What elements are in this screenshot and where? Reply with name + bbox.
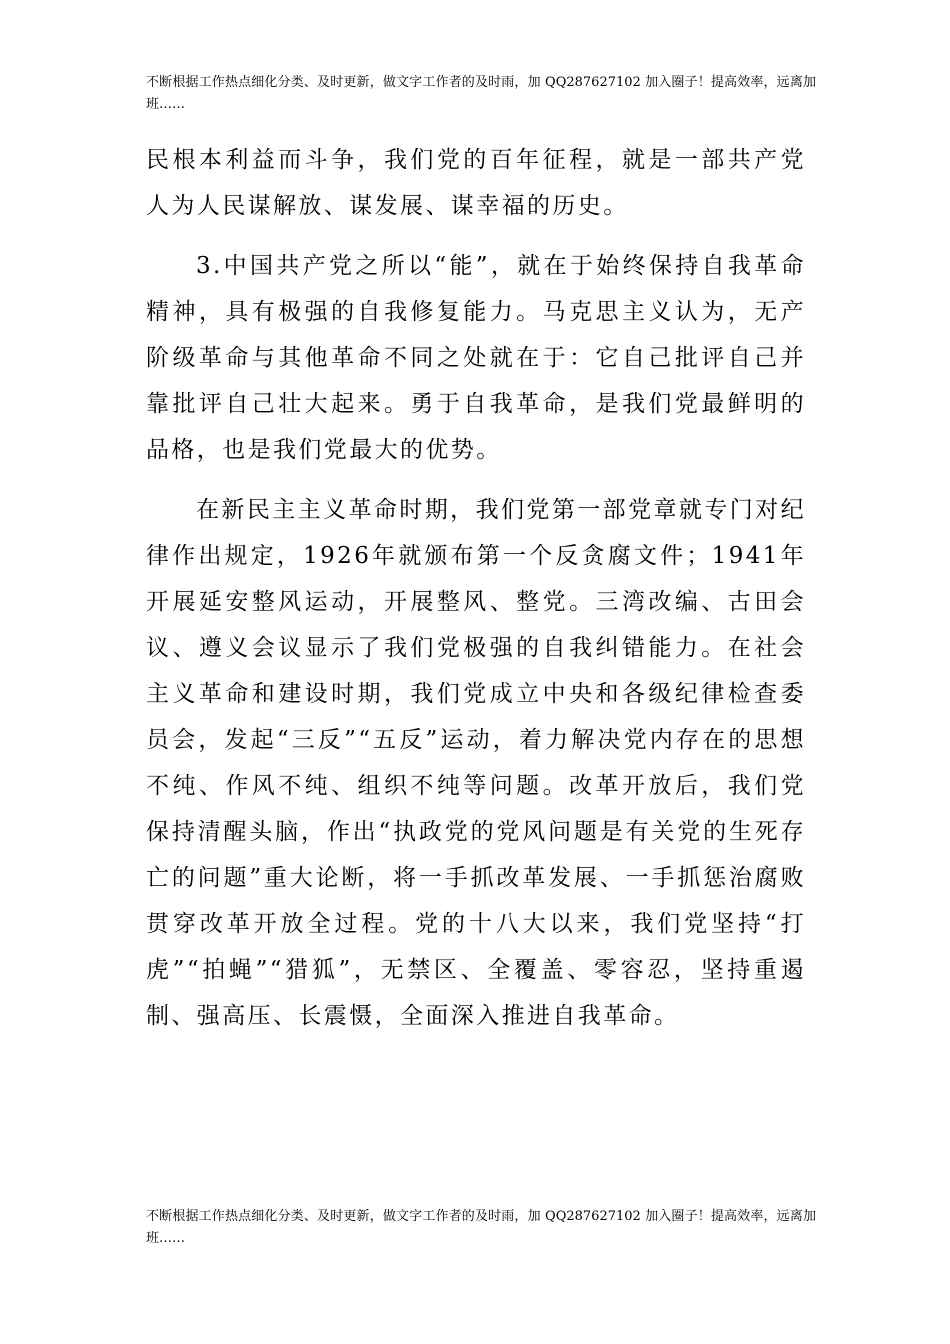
document-body bbox=[146, 137, 806, 1039]
footer-promo-note: 不断根据工作热点细化分类、及时更新，做文字工作者的及时雨，加 QQ287627102 加入圈子！提高效率，远离加班…… bbox=[146, 1209, 816, 1246]
paragraph-continuation: 民根本利益而斗争，我们党的百年征程，就是一部共产党人为人民谋解放、谋发展、谋幸福的历史。 bbox=[146, 147, 806, 219]
header-promo-note: 不断根据工作热点细化分类、及时更新，做文字工作者的及时雨，加 QQ287627102 加入圈子！提高效率，远离加班…… bbox=[146, 75, 816, 112]
paragraph-history: 在新民主主义革命时期，我们党第一部党章就专门对纪律作出规定，1926年就颁布第一个反贪腐文件；1941年开展延安整风运动，开展整风、整党。三湾改编、古田会议、遵义会议显示了我们党极强的自我纠错能力。在社会主义革命和建设时期，我们党成立中央和各级纪律检查委员会，发起“三反”“五反”运动，着力解决党内存在的思想不纯、作风不纯、组织不纯等问题。改革开放后，我们党保持清醒头脑，作出“执政党的党风问题是有关党的生死存亡的问题”重大论断，将一手抓改革发展、一手抓惩治腐败贯穿改革开放全过程。党的十八大以来，我们党坚持“打虎”“拍蝇”“猎狐”，无禁区、全覆盖、零容忍，坚持重遏制、强高压、长震慑，全面深入推进自我革命。 bbox=[146, 497, 806, 1029]
paragraph-point-3: 3.中国共产党之所以“能”，就在于始终保持自我革命精神，具有极强的自我修复能力。马克思主义认为，无产阶级革命与其他革命不同之处就在于：它自己批评自己并靠批评自己壮大起来。勇于自我革命，是我们党最鲜明的品格，也是我们党最大的优势。 bbox=[146, 253, 806, 463]
